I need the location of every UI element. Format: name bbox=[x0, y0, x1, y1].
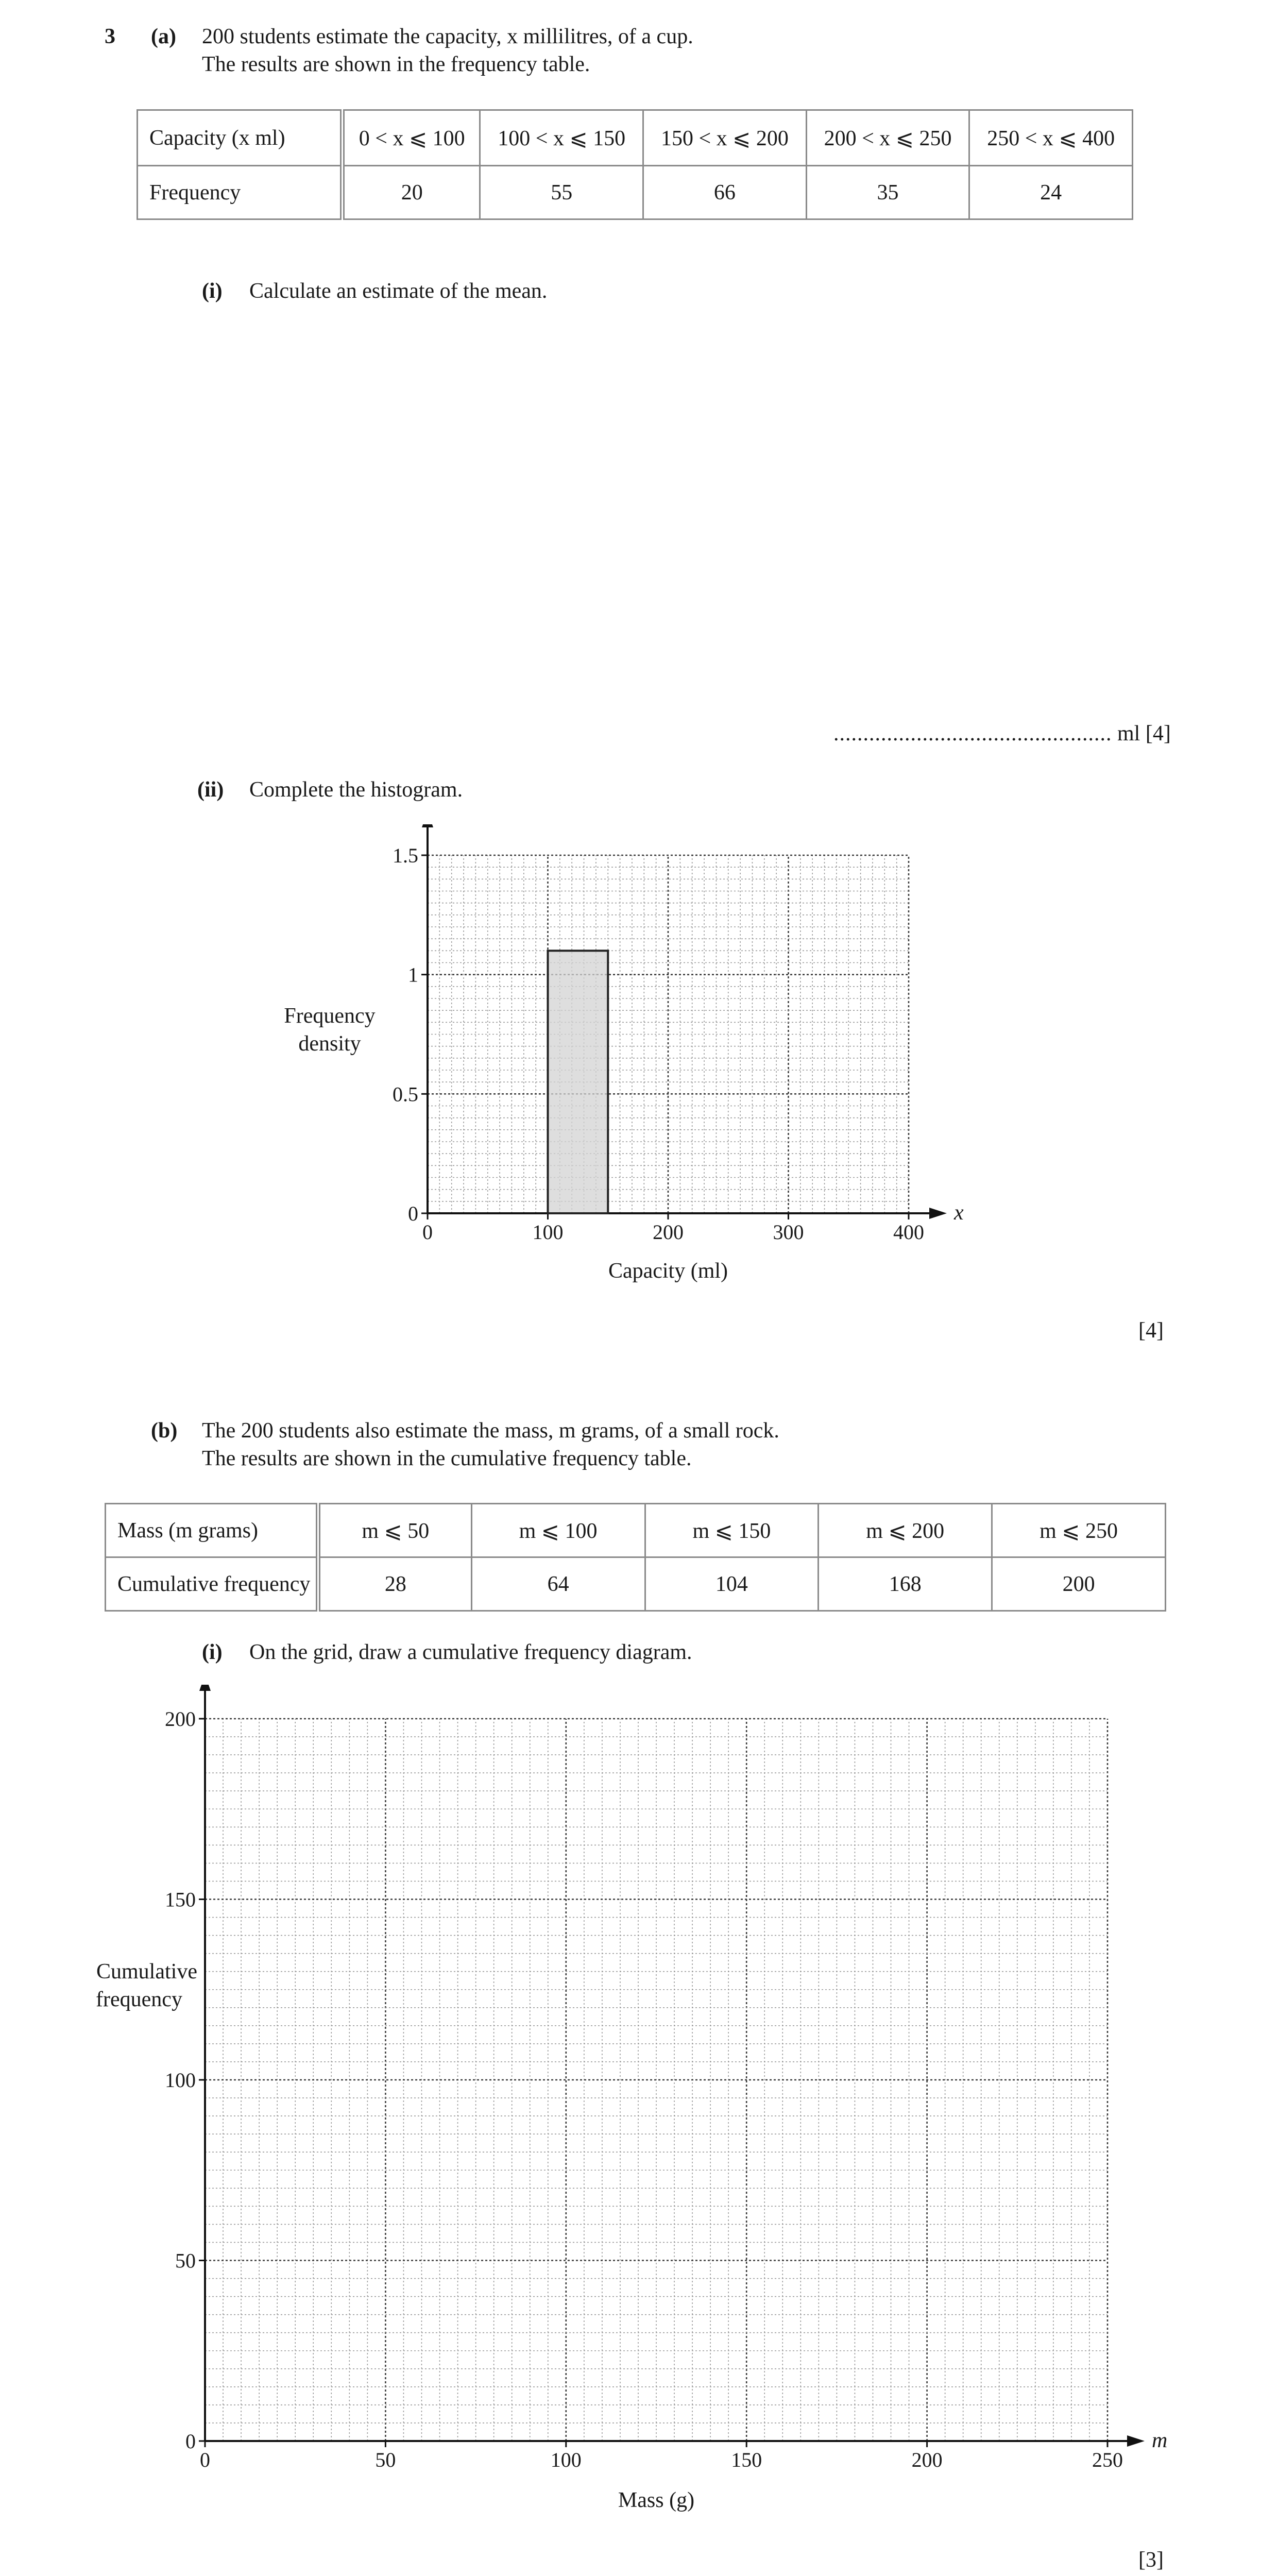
table-a-frequency: 55 bbox=[480, 166, 643, 219]
x-axis-letter: m bbox=[1152, 2429, 1168, 2452]
table-a-class: 150 < x ⩽ 200 bbox=[643, 110, 807, 166]
table-a-class: 0 < x ⩽ 100 bbox=[343, 110, 480, 166]
y-axis-title-line1: Cumulative bbox=[96, 1960, 197, 1984]
histogram-marks: [4] bbox=[1138, 1319, 1164, 1343]
table-a-header-frequency: Frequency bbox=[138, 166, 343, 219]
table-b-class: m ⩽ 200 bbox=[819, 1504, 992, 1557]
y-tick-label: 0 bbox=[185, 2430, 196, 2453]
x-tick-label: 50 bbox=[375, 2448, 396, 2471]
y-axis-arrow bbox=[422, 824, 433, 827]
x-axis-title: Capacity (ml) bbox=[608, 1259, 728, 1283]
table-a-frequency: 20 bbox=[343, 166, 480, 219]
table-a-frequency: 35 bbox=[806, 166, 969, 219]
y-tick-label: 0.5 bbox=[393, 1082, 418, 1106]
y-axis-title-line2: density bbox=[298, 1032, 361, 1056]
table-b-value: 64 bbox=[471, 1557, 645, 1611]
y-tick-label: 200 bbox=[165, 1707, 196, 1731]
sub-ii-label: (ii) bbox=[197, 778, 224, 802]
part-a-label: (a) bbox=[151, 25, 176, 48]
x-tick-label: 0 bbox=[422, 1221, 433, 1244]
table-a-header-capacity: Capacity (x ml) bbox=[138, 110, 343, 166]
part-b-line1: The 200 students also estimate the mass, m grams, of a small rock. bbox=[202, 1419, 779, 1443]
table-a-class: 250 < x ⩽ 400 bbox=[969, 110, 1133, 166]
table-a-frequency: 66 bbox=[643, 166, 807, 219]
x-tick-label: 200 bbox=[911, 2448, 943, 2471]
answer-line-mean[interactable] bbox=[833, 721, 1171, 746]
part-a-line2: The results are shown in the frequency table. bbox=[202, 53, 590, 76]
part-a-line1: 200 students estimate the capacity, x millilitres, of a cup. bbox=[202, 25, 693, 48]
x-axis-title: Mass (g) bbox=[618, 2488, 695, 2512]
b-sub-i-text: On the grid, draw a cumulative frequency diagram. bbox=[249, 1640, 692, 1664]
x-tick-label: 100 bbox=[532, 1221, 564, 1244]
y-tick-label: 0 bbox=[408, 1202, 418, 1225]
cumulative-frequency-table bbox=[105, 1503, 1166, 1612]
cumulative-frequency-grid[interactable] bbox=[77, 1685, 1190, 2540]
table-b-value: 104 bbox=[645, 1557, 819, 1611]
x-tick-label: 300 bbox=[773, 1221, 804, 1244]
sub-i-text: Calculate an estimate of the mean. bbox=[249, 279, 548, 303]
table-a-class: 200 < x ⩽ 250 bbox=[806, 110, 969, 166]
x-axis-arrow bbox=[1127, 2435, 1145, 2447]
part-b-line2: The results are shown in the cumulative frequency table. bbox=[202, 1447, 692, 1470]
y-tick-label: 1 bbox=[408, 963, 418, 987]
sub-i-label: (i) bbox=[202, 279, 223, 303]
x-axis-letter: x bbox=[954, 1201, 964, 1225]
answer-dots: ............................................... bbox=[833, 722, 1112, 745]
x-tick-label: 100 bbox=[550, 2448, 582, 2471]
y-tick-label: 50 bbox=[175, 2249, 196, 2273]
y-tick-label: 150 bbox=[165, 1888, 196, 1911]
table-b-class: m ⩽ 100 bbox=[471, 1504, 645, 1557]
table-a-frequency: 24 bbox=[969, 166, 1133, 219]
x-tick-label: 200 bbox=[653, 1221, 684, 1244]
table-b-value: 28 bbox=[318, 1557, 472, 1611]
x-tick-label: 150 bbox=[731, 2448, 762, 2471]
sub-ii-text: Complete the histogram. bbox=[249, 778, 463, 802]
table-b-header-cumfreq: Cumulative frequency bbox=[106, 1557, 318, 1611]
table-b-class: m ⩽ 150 bbox=[645, 1504, 819, 1557]
answer-suffix: ml [4] bbox=[1117, 722, 1171, 745]
y-axis-title-line2: frequency bbox=[96, 1988, 182, 2011]
frequency-table bbox=[137, 109, 1133, 220]
part-b-label: (b) bbox=[151, 1419, 178, 1443]
table-b-value: 200 bbox=[992, 1557, 1166, 1611]
x-axis-arrow bbox=[929, 1208, 947, 1219]
table-b-value: 168 bbox=[819, 1557, 992, 1611]
b-sub-i-label: (i) bbox=[202, 1640, 223, 1664]
histogram-bar bbox=[548, 951, 608, 1213]
cf-marks: [3] bbox=[1138, 2548, 1164, 2572]
y-tick-label: 100 bbox=[165, 2069, 196, 2092]
y-axis-title-line1: Frequency bbox=[284, 1004, 376, 1028]
table-a-class: 100 < x ⩽ 150 bbox=[480, 110, 643, 166]
table-b-class: m ⩽ 250 bbox=[992, 1504, 1166, 1557]
y-axis-arrow bbox=[199, 1685, 211, 1691]
x-tick-label: 0 bbox=[200, 2448, 210, 2471]
x-tick-label: 400 bbox=[893, 1221, 924, 1244]
question-number: 3 bbox=[105, 25, 115, 48]
table-b-header-mass: Mass (m grams) bbox=[106, 1504, 318, 1557]
y-tick-label: 1.5 bbox=[393, 844, 418, 867]
x-tick-label: 250 bbox=[1092, 2448, 1123, 2471]
histogram[interactable] bbox=[258, 824, 979, 1319]
table-b-class: m ⩽ 50 bbox=[318, 1504, 472, 1557]
